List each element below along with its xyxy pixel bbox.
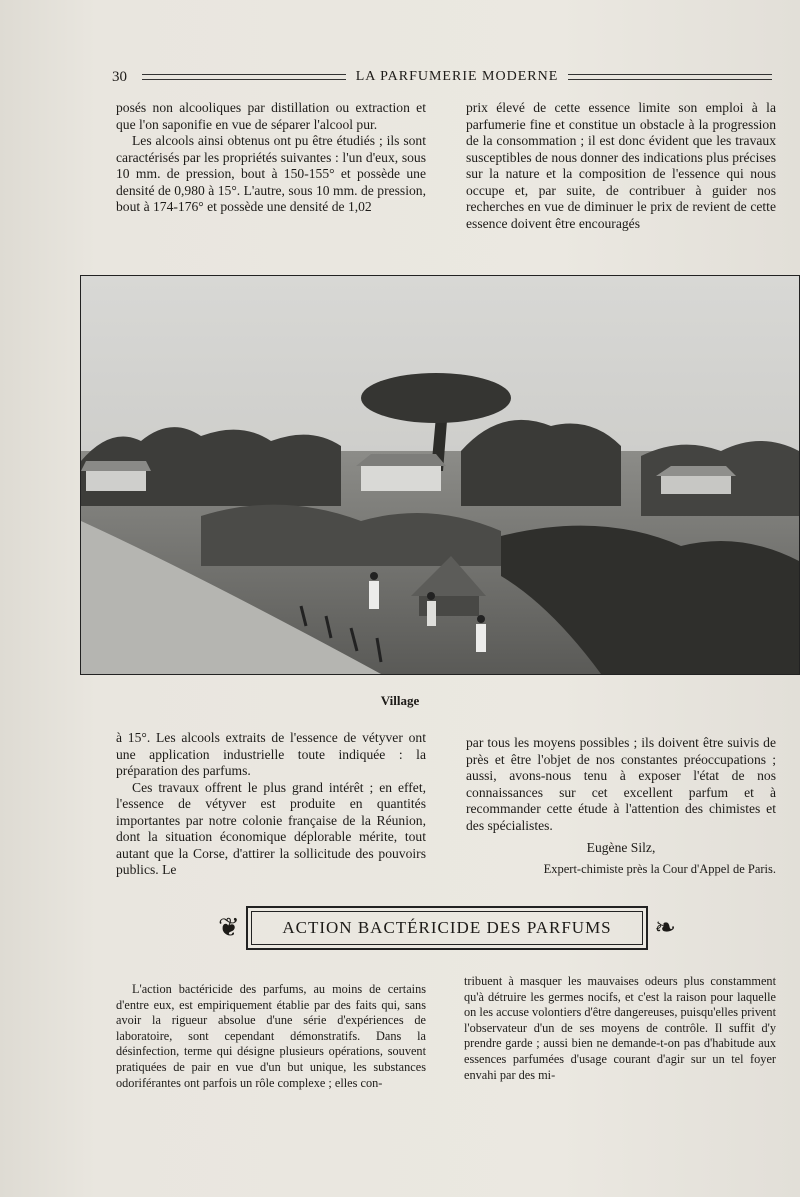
middle-left-column xyxy=(116,730,426,879)
top-left-column xyxy=(116,100,426,216)
bottom-right-column xyxy=(464,974,776,1083)
header-rule-right xyxy=(568,74,772,80)
page-number: 30 xyxy=(112,68,127,85)
figure-caption: Village xyxy=(380,693,420,708)
section-title: ACTION BACTÉRICIDE DES PARFUMS xyxy=(246,906,648,950)
bottom-left-column xyxy=(116,982,426,1091)
top-right-column xyxy=(466,100,776,232)
running-title: LA PARFUMERIE MODERNE xyxy=(355,69,559,84)
paragraph: Ces travaux offrent le plus grand intérêt ; en effet, l'essence de vétyver est produite en quantités importantes par notre colonie française de la Réunion, dont la situation économique déplorable mérite, tout autant que la Corse, d'attirer la sollicitude des pouvoirs publics. Le xyxy=(116,779,426,877)
paragraph: prix élevé de cette essence limite son emploi à la parfumerie fine et constitue un obstacle à la progression de la consommation ; il est donc évident que les travaux susceptibles de nous donner des indications plus précises sur la nature et la composition de l'essence qui nous occupe et, par suite, de contribuer à guider nos recherches en vue de diminuer le prix de revient de cette essence doivent être encouragés xyxy=(466,100,776,231)
middle-right-column xyxy=(466,735,776,877)
village-photograph xyxy=(80,275,800,675)
author-title: Expert-chimiste près la Cour d'Appel de Paris. xyxy=(543,861,776,876)
paragraph: Les alcools ainsi obtenus ont pu être étudiés ; ils sont caractérisés par les propriétés suivantes : l'un d'eux, sous 10 mm. de pression, bout à 150-155° et possède une densité de 0,980 à 15°. L'autre, sous 10 mm. de pression, bout à 174-176° et possède une densité de 1,02 xyxy=(116,133,426,214)
ornament-icon: ❧ xyxy=(654,913,676,942)
paragraph: tribuent à masquer les mauvaises odeurs plus constamment qu'à détruire les germes nocifs, et c'est la raison pour laquelle on les accuse volontiers d'être dangereuses, puisqu'elles privent l'observateur d'un de ses moyens de contrôle. Il suffit d'y prendre garde ; aussi bien ne demande-t-on pas d'habitude aux essences parfumées d'usage courant d'agir sur un tel foyer envahi par des mi- xyxy=(464,974,776,1082)
paragraph: posés non alcooliques par distillation ou extraction et que l'on saponifie en vue de séparer l'alcool pur. xyxy=(116,100,426,132)
author-signature: Eugène Silz, xyxy=(586,840,656,855)
paragraph: à 15°. Les alcools extraits de l'essence de vétyver ont une application industrielle toute indiquée : la préparation des parfums. xyxy=(116,730,426,778)
paragraph: L'action bactéricide des parfums, au moins de certains d'entre eux, est empiriquement établie par des faits qui, sans avoir la rigueur absolue d'une série d'expériences de laboratoire, sont cependant démonstratifs. Dans la désinfection, terme qui désigne plusieurs opérations, souvent pratiquées de pair en vue d'un but unique, les substances odoriférantes ont parfois un rôle complexe ; elles con- xyxy=(116,982,426,1090)
page-header xyxy=(112,66,772,88)
ornament-icon: ❦ xyxy=(218,913,240,942)
section-heading xyxy=(212,904,682,952)
paragraph: par tous les moyens possibles ; ils doivent être suivis de près et être l'objet de nos constantes préoccupations ; aussi, avons-nous tenu à exposer l'état de nos connaissances sur cet excellent parfum et à recommander cette étude à l'attention des chimistes et des spécialistes. xyxy=(466,735,776,833)
header-rule-left xyxy=(142,74,346,80)
photo-illustration xyxy=(81,276,799,674)
